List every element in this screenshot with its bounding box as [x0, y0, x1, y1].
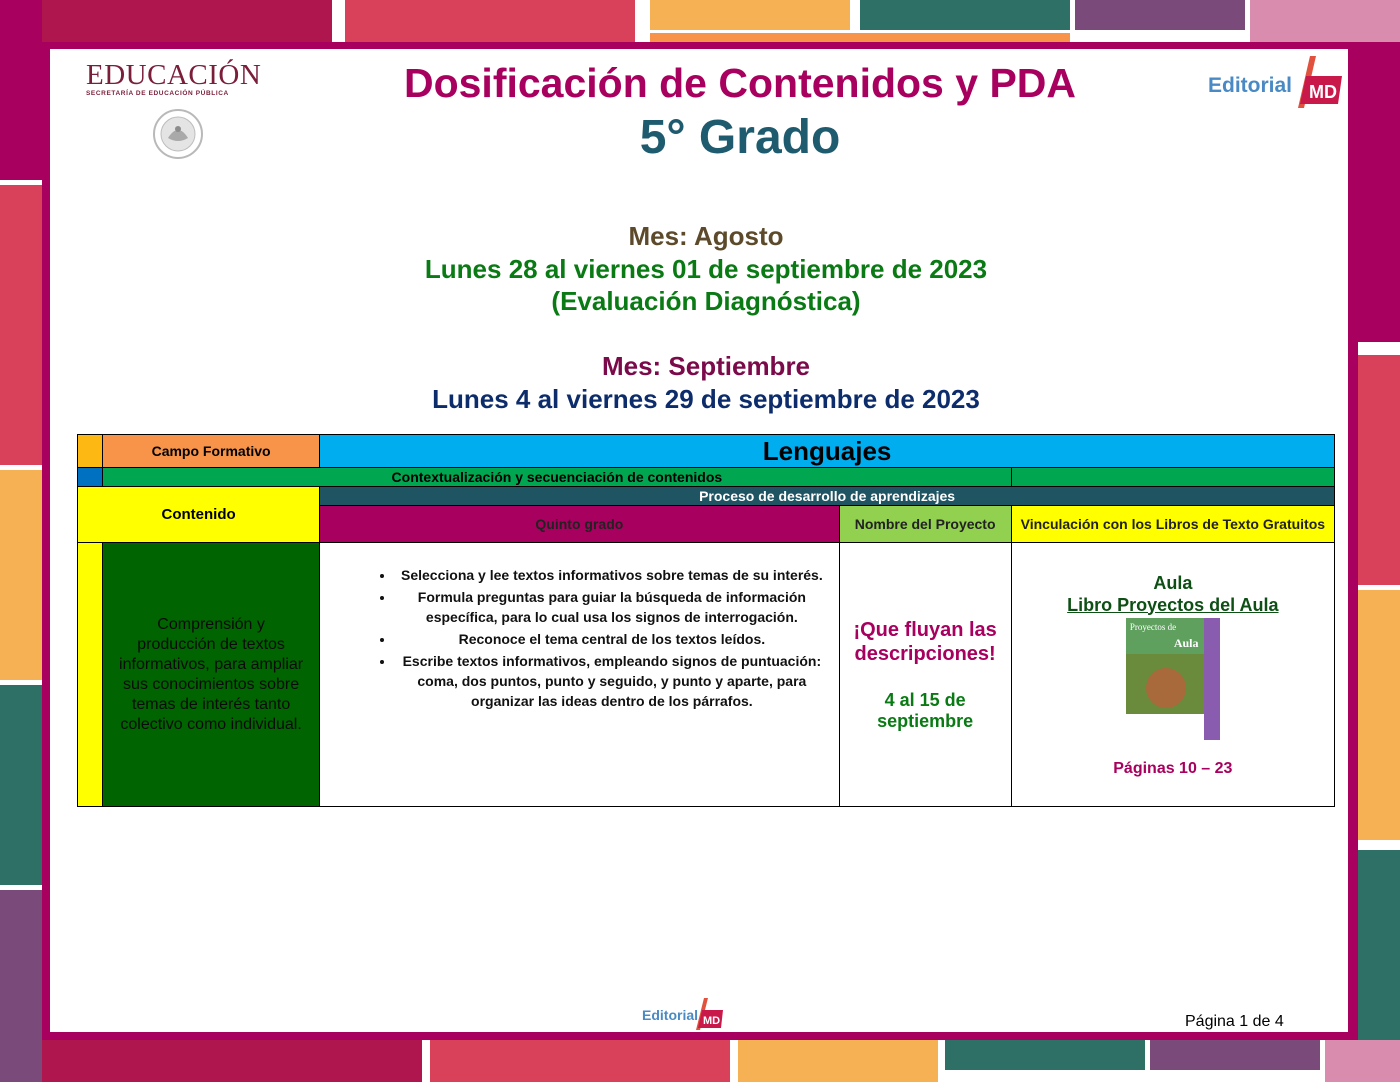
month-september: Mes: Septiembre: [601, 351, 811, 381]
grade-title: 5° Grado: [639, 111, 841, 164]
color-marker-orange: [78, 435, 103, 468]
nombre-proyecto-header: Nombre del Proyecto: [839, 506, 1011, 543]
date-range-august: Lunes 28 al viernes 01 de septiembre de 2023: [424, 254, 988, 284]
month-august: Mes: Agosto: [628, 221, 784, 251]
color-marker-blue: [78, 468, 103, 487]
contextualizacion-empty-cell: [1011, 468, 1334, 487]
editorial-badge-icon: [1294, 54, 1344, 110]
date-range-september: Lunes 4 al viernes 29 de septiembre de 2023: [432, 384, 980, 414]
sep-logo-word: EDUCACIÓN: [86, 59, 262, 91]
book-pages: Páginas 10 – 23: [1113, 759, 1233, 777]
project-dates: 4 al 15 de septiembre: [877, 689, 974, 731]
sep-logo: [86, 60, 276, 160]
contextualizacion-header: Contextualización y secuenciación de contenidos: [103, 468, 1012, 487]
book-title-link[interactable]: Libro Proyectos del Aula: [1067, 594, 1279, 615]
diagnostic-note: (Evaluación Diagnóstica): [551, 286, 861, 316]
footer-badge-icon: [694, 997, 724, 1031]
book-cover-subtitle: Aula: [1173, 635, 1199, 650]
quinto-grado-header: Quinto grado: [320, 506, 839, 543]
color-marker-yellow: [78, 543, 103, 807]
campo-formativo-value: Lenguajes: [320, 435, 1335, 468]
pda-list-cell: [320, 543, 839, 807]
vinculacion-cell: [1011, 543, 1334, 807]
dosification-table: [77, 434, 1335, 807]
contenido-header: Contenido: [78, 487, 320, 543]
vinculacion-header: Vinculación con los Libros de Texto Gratuitos: [1011, 506, 1334, 543]
footer-editorial-logo: [640, 997, 726, 1031]
contenido-text: Comprensión y producción de textos informativos, para ampliar sus conocimientos sobre temas de interés tanto colectivo como individual.: [103, 543, 320, 807]
book-scenario: Aula: [1153, 572, 1193, 593]
page-title: Dosificación de Contenidos y PDA: [403, 60, 1077, 106]
pda-item: • Selecciona y lee textos informativos sobre temas de su interés.: [395, 565, 828, 585]
editorial-badge-text: MD: [1309, 82, 1337, 102]
editorial-logo-text: Editorial: [1208, 74, 1293, 97]
pda-item: • Formula preguntas para guiar la búsqueda de información específica, para lo cual usa los signos de interrogación.: [395, 587, 828, 627]
national-seal-icon: [152, 108, 204, 160]
footer-badge-text: MD: [703, 1015, 721, 1027]
pda-item: • Escribe textos informativos, empleando signos de puntuación: coma, dos puntos, punto y seguido, y punto y aparte, para organizar las ideas dentro de los párrafos.: [395, 651, 828, 711]
page-number: Página 1 de 4: [1185, 1013, 1284, 1030]
pda-item: • Reconoce el tema central de los textos leídos.: [395, 629, 828, 649]
sep-logo-subtitle: SECRETARÍA DE EDUCACIÓN PÚBLICA: [86, 90, 229, 97]
project-name: ¡Que fluyan las descripciones!: [853, 618, 997, 665]
book-cover-title: Proyectos de: [1129, 621, 1177, 632]
book-cover-image: [1126, 618, 1220, 740]
editorial-md-logo: [1208, 54, 1344, 110]
proceso-header: Proceso de desarrollo de aprendizajes: [320, 487, 1335, 506]
campo-formativo-label: Campo Formativo: [103, 435, 320, 468]
proyecto-cell: [839, 543, 1011, 807]
pda-list: [320, 565, 838, 711]
footer-logo-text: Editorial: [642, 1007, 699, 1023]
